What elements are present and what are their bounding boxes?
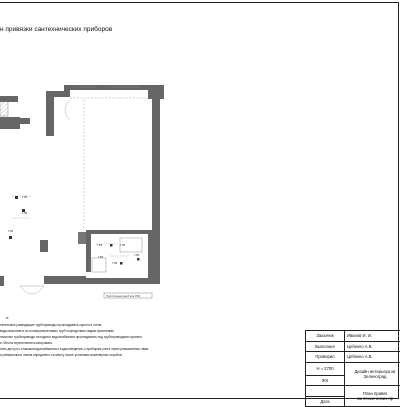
- plan-tag: ГХВ: [22, 211, 27, 215]
- tb-date: Дата: [306, 396, 345, 407]
- plan-tag: ГХВ: [112, 261, 117, 265]
- plan-tag: ГХВ: [97, 243, 102, 247]
- tb-value: Иванов И. И.: [345, 331, 400, 342]
- note-line: нальные трубопроводы холодного водоснабжения прокладывать под трубопроводами горячего: [0, 334, 260, 340]
- tb-value: Цебенко А.В.: [345, 341, 400, 352]
- tb-complex: ЖК: [306, 375, 345, 386]
- note-line: тательные разводящие трубопроводы прокладывать скрыто в стене.: [0, 322, 260, 328]
- plan-tag: ГХВ: [22, 195, 27, 199]
- tb-sheet-name-line1: План привяз: [363, 391, 388, 396]
- tb-project: [345, 362, 400, 386]
- tb-label: Выполнил: [306, 341, 345, 352]
- note-line: я. Места пересечения изолировать.: [0, 340, 260, 346]
- tb-label: Заказчик: [306, 331, 345, 342]
- sheet-title: н привязки сантехнических приборов: [0, 26, 112, 33]
- notes-list: [0, 316, 260, 358]
- note-line: пить доступ к стоякам водоснабжения и водоотведения, к приборам учета через ревизионные люки.: [0, 346, 260, 352]
- plan-tag: ГХВ: [8, 229, 13, 233]
- plan-details: [12, 87, 152, 298]
- notes-heading: я:: [6, 316, 9, 320]
- plan-walls: [0, 85, 164, 286]
- plan-tag: ГХВ: [120, 243, 125, 247]
- title-block: [305, 330, 399, 398]
- tb-project-line1: Дизайн интерьера кв: [355, 369, 396, 374]
- tb-project-line2: Зеленоград: [364, 374, 387, 379]
- note-line: воды выполнить из полипропиленовых труб посредством сварки фитингами.: [0, 328, 260, 334]
- dimension-label: Полотенцесушитель ГВС: [106, 294, 140, 298]
- tb-sheet-name-line2: сантехнических пр: [357, 396, 393, 401]
- tb-label: Проверил: [306, 352, 345, 363]
- tb-blank: [306, 386, 345, 397]
- tb-value: Цебенко А.В.: [345, 352, 400, 363]
- tb-sheet-name: [345, 386, 400, 407]
- plan-tag: ГХВ: [134, 253, 139, 257]
- note-line: и ревизионных люков определить по месту после установки инженерных коробов.: [0, 352, 260, 358]
- tb-height: Н = 2700: [306, 362, 345, 375]
- plan-tag: ГХВ: [98, 255, 103, 259]
